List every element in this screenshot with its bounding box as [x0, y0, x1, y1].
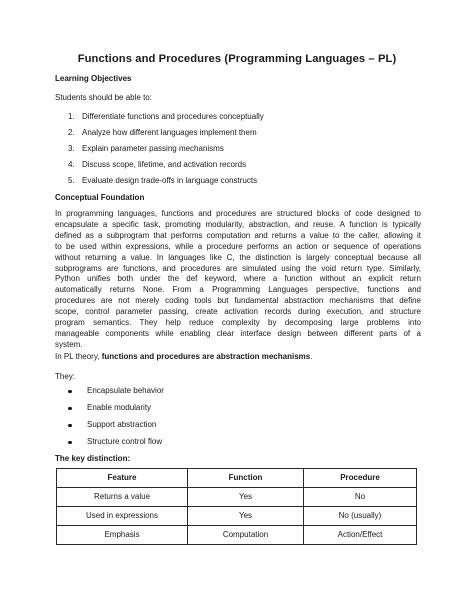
column-header-procedure: Procedure — [304, 469, 417, 488]
list-item: Enable modularity — [55, 400, 421, 417]
list-item: 2. Analyze how different languages implement them — [68, 127, 257, 137]
table-cell: Emphasis — [57, 526, 188, 545]
bullet-icon — [67, 440, 73, 446]
table-cell: No — [304, 488, 417, 507]
key-distinction-heading: The key distinction: — [55, 454, 131, 463]
bullet-icon — [67, 389, 73, 395]
conceptual-foundation-heading: Conceptual Foundation — [55, 193, 145, 202]
table-row — [57, 488, 417, 507]
table-row — [57, 507, 417, 526]
objectives-intro: Students should be able to: — [55, 93, 152, 102]
column-header-function: Function — [188, 469, 304, 488]
table-header-row — [57, 469, 417, 488]
table-cell: Action/Effect — [304, 526, 417, 545]
list-item: Support abstraction — [55, 417, 421, 434]
distinction-table — [56, 468, 417, 545]
table-cell: Yes — [188, 507, 304, 526]
table-cell: Used in expressions — [57, 507, 188, 526]
list-item: 1. Differentiate functions and procedures conceptually — [68, 111, 264, 121]
abstraction-bullet-list — [55, 383, 421, 451]
table-cell: Computation — [188, 526, 304, 545]
bullet-icon — [67, 423, 73, 429]
pl-theory-sentence: In PL theory, functions and procedures are abstraction mechanisms. — [55, 352, 313, 361]
table-cell: No (usually) — [304, 507, 417, 526]
bullet-icon — [67, 406, 73, 412]
conceptual-paragraph: In programming languages, functions and procedures are structured blocks of code designed to encapsulate a specific task, promoting modularity, abstraction, and reuse. A function is typically defined as a subprogram that performs computation and returns a value to the caller, allowing it to be used within expressions, while a procedure performs an action or sequence of operations without returning a value. In languages like C, the distinction is largely conceptual because all subprograms are functions, and procedures are simulated using the void return type. Similarly, Python unifies both under the def keyword, where a function without an explicit return automatically returns None. From a Programming Languages perspective, functions and procedures are not merely coding tools but fundamental abstraction mechanisms that define scope, control parameter passing, create activation records during execution, and structure program semantics. They help reduce complexity by decomposing large problems into manageable components while enabling clear interface design between different parts of a system. — [55, 209, 421, 349]
column-header-feature: Feature — [57, 469, 188, 488]
list-item: 5. Evaluate design trade-offs in language constructs — [68, 175, 258, 185]
list-item: 4. Discuss scope, lifetime, and activation records — [68, 159, 247, 169]
table-cell: Yes — [188, 488, 304, 507]
objectives-list — [55, 109, 421, 189]
learning-objectives-heading: Learning Objectives — [55, 74, 132, 83]
table-cell: Returns a value — [57, 488, 188, 507]
list-item: Encapsulate behavior — [55, 383, 421, 400]
they-label: They: — [55, 372, 76, 381]
table-row — [57, 526, 417, 545]
page-title: Functions and Procedures (Programming Languages – PL) — [77, 53, 397, 65]
list-item: 3. Explain parameter passing mechanisms — [68, 143, 224, 153]
list-item: Structure control flow — [55, 434, 421, 451]
